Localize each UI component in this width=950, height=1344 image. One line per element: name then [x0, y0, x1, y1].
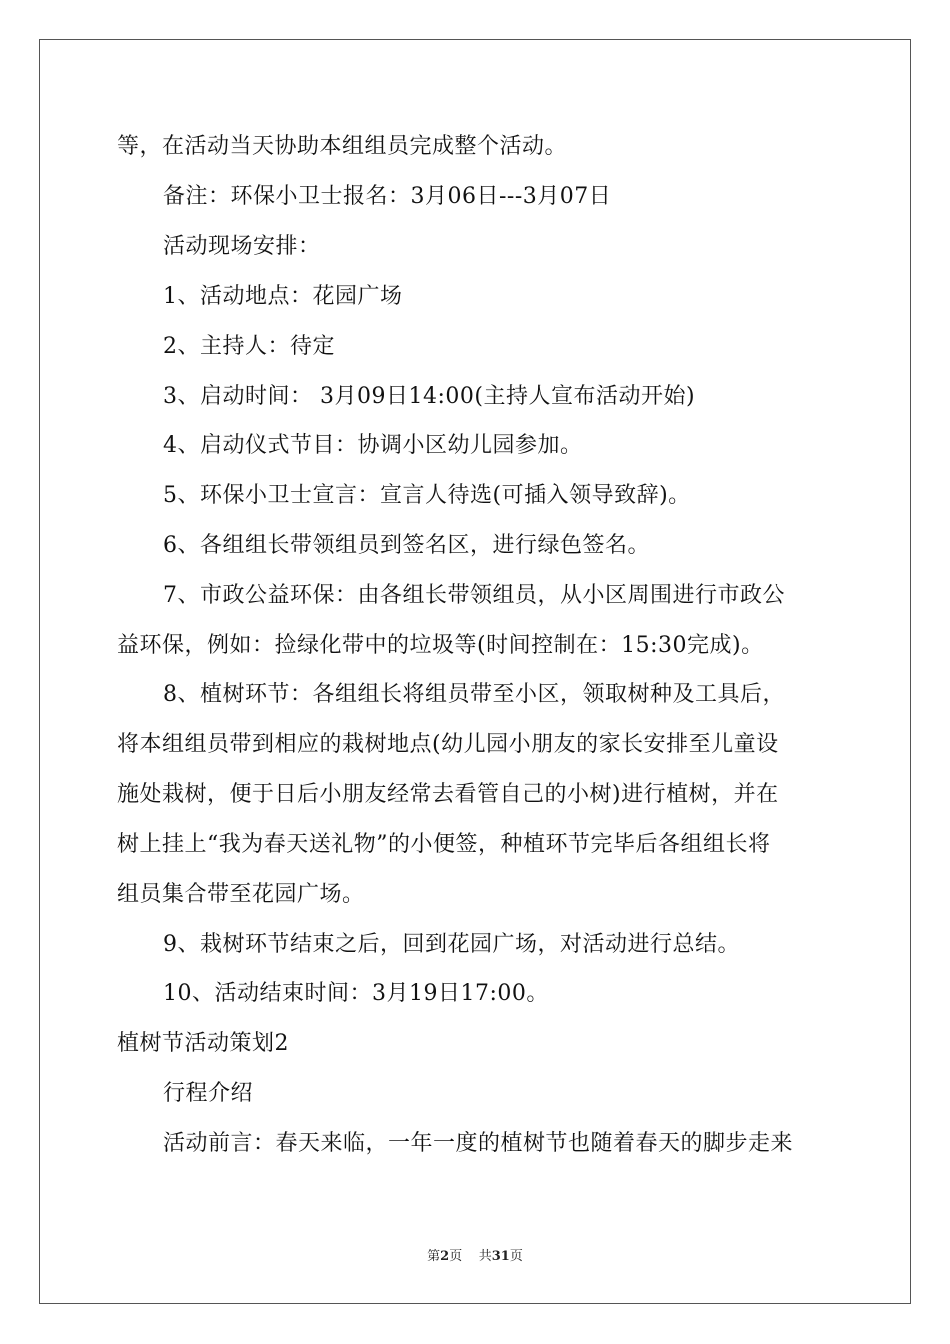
footer-total-pages: 31	[491, 1249, 510, 1264]
text-line-16: 组员集合带至花园广场。	[117, 882, 365, 907]
text-line-15: 树上挂上“我为春天送礼物”的小便签，种植环节完毕后各组组长将	[117, 832, 771, 857]
text-line-8: 5、环保小卫士宣言：宣言人待选(可插入领导致辞)。	[163, 483, 691, 508]
footer-total-prefix: 共	[478, 1249, 492, 1264]
section-heading: 植树节活动策划2	[117, 1031, 289, 1056]
text-line-21: 活动前言：春天来临，一年一度的植树节也随着春天的脚步走来	[163, 1131, 794, 1156]
text-line-11: 益环保，例如：捡绿化带中的垃圾等(时间控制在：15:30完成)。	[117, 633, 764, 658]
text-line-10: 7、市政公益环保：由各组长带领组员，从小区周围进行市政公	[163, 583, 785, 608]
text-line-9: 6、各组组长带领组员到签名区，进行绿色签名。	[163, 533, 650, 558]
text-line-13: 将本组组员带到相应的栽树地点(幼儿园小朋友的家长安排至儿童设	[117, 732, 779, 757]
text-line-20: 行程介绍	[163, 1081, 254, 1106]
footer-prefix: 第	[427, 1249, 441, 1264]
text-line-12: 8、植树环节：各组组长将组员带至小区，领取树种及工具后，	[163, 682, 785, 707]
text-line-7: 4、启动仪式节目：协调小区幼儿园参加。	[163, 433, 583, 458]
text-line-1: 等，在活动当天协助本组组员完成整个活动。	[117, 134, 568, 159]
page-footer	[0, 1247, 950, 1267]
text-line-4: 1、活动地点：花园广场	[163, 284, 403, 309]
text-line-5: 2、主持人：待定	[163, 334, 335, 359]
text-line-2: 备注：环保小卫士报名：3月06日---3月07日	[163, 184, 612, 209]
text-line-3: 活动现场安排：	[163, 234, 321, 259]
text-line-17: 9、栽树环节结束之后，回到花园广场，对活动进行总结。	[163, 932, 740, 957]
text-line-18: 10、活动结束时间：3月19日17:00。	[163, 981, 549, 1006]
footer-total-suffix: 页	[509, 1249, 523, 1264]
footer-page-suffix: 页	[449, 1249, 463, 1264]
text-line-14: 施处栽树，便于日后小朋友经常去看管自己的小树)进行植树，并在	[117, 782, 779, 807]
text-line-6: 3、启动时间： 3月09日14:00(主持人宣布活动开始)	[163, 384, 696, 409]
footer-page-number: 2	[440, 1249, 450, 1264]
